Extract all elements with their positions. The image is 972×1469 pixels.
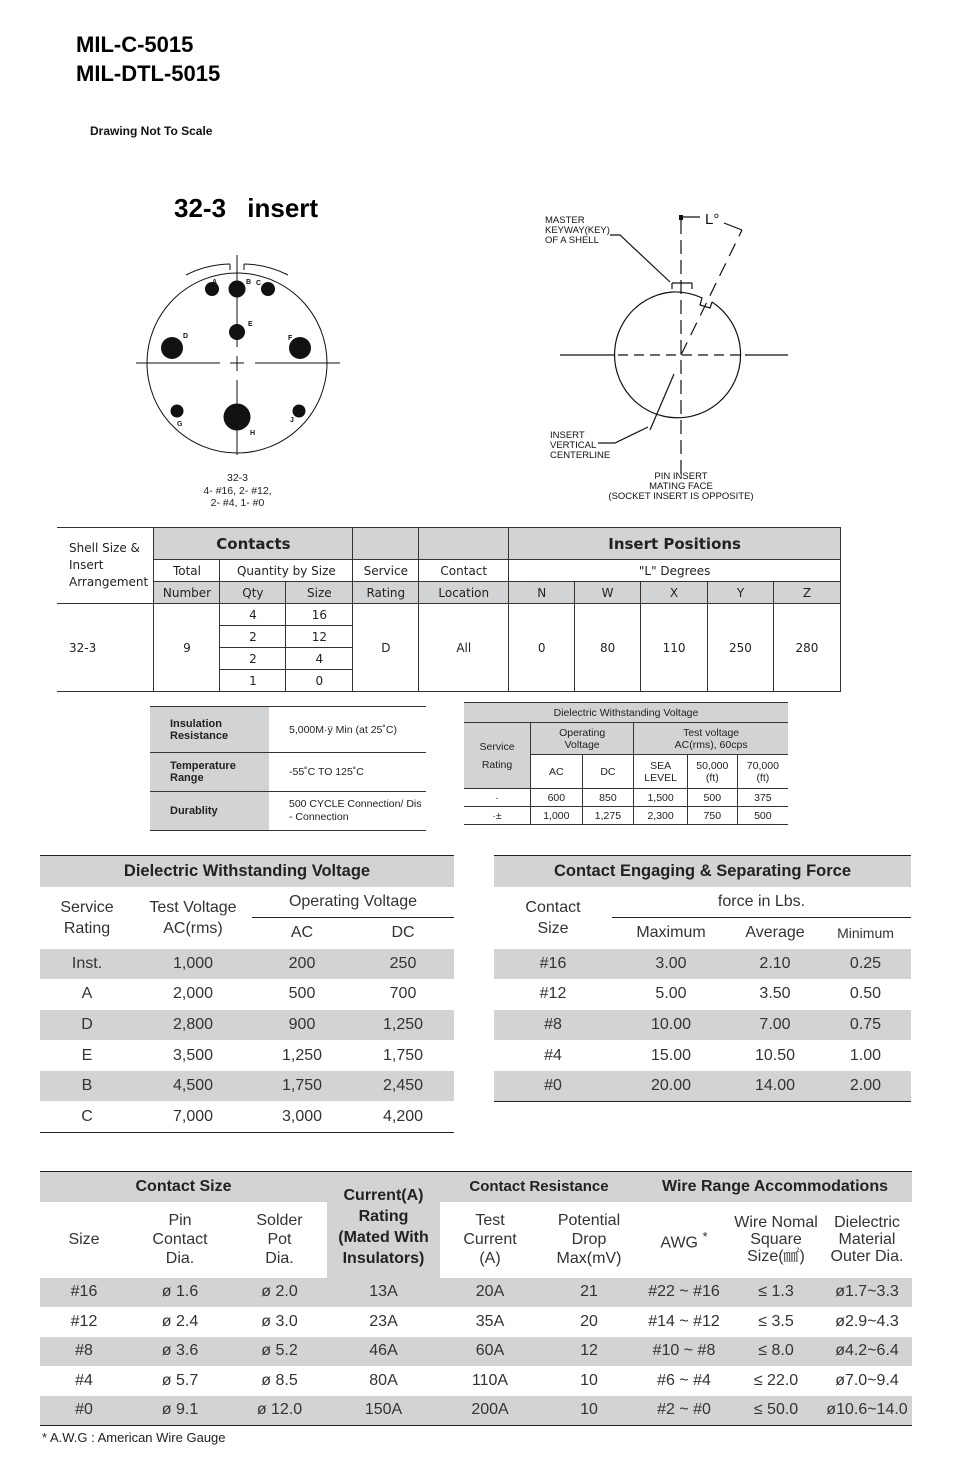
contact-j xyxy=(293,405,306,418)
contact-d xyxy=(161,337,183,359)
dwv-table: Dielectric Withstanding Voltage Service Rating Test Voltage AC(rms) Operating Voltage AC DC Inst. 1,000 200 250 A 2,000 500 700 D 2,800 900 1,250 E 3,500 1,250 1,750 B 4,500 1,750 2,450 C 7,000 3,000 4,200 xyxy=(40,855,454,1133)
svg-text:D: D xyxy=(183,333,189,340)
contact-specs-table: Contact Size Current(A) Rating (Mated With Insulators) Contact Resistance Wire Range Accommodations Size Pin Contact Dia. Solder Pot Dia. Test Current (A) Potential Drop Max(mV) AWG * Wire Nomal Square Size(㎟) Dielectric Material Outer Dia. #16 ø 1.6 ø 2.0 13A 20A 21 #22 ~ #16 ≤ 1.3 ø1.7~3.3 #12 ø 2.4 ø 3.0 23A 35A 20 #14 ~ #12 ≤ 3.5 ø2.9~4.3 #8 ø 3.6 ø 5.2 46A 60A 12 #10 ~ #8 ≤ 8.0 ø4.2~6.4 #4 ø 5.7 ø 8.5 80A 110A 10 #6 ~ #4 ≤ 22.0 ø7.0~9.4 #0 ø 9.1 ø 12.0 150A 200A 10 #2 ~ #0 ≤ 50.0 ø10.6~14.0 xyxy=(40,1171,912,1426)
svg-text:(SOCKET INSERT IS OPPOSITE): (SOCKET INSERT IS OPPOSITE) xyxy=(608,491,754,502)
awg-footnote: * A.W.G : American Wire Gauge xyxy=(42,1430,226,1445)
table-row: #4 15.00 10.50 1.00 xyxy=(544,1046,882,1064)
insert-face-diagram xyxy=(130,255,350,455)
table-row: #16 ø 1.6 ø 2.0 13A 20A 21 #22 ~ #16 ≤ 1.3 ø1.7~3.3 xyxy=(40,1278,912,1308)
table-row: D 2,800 900 1,250 xyxy=(40,1010,454,1041)
table-row: Inst. 1,000 200 250 xyxy=(40,949,454,980)
svg-text:MASTER: MASTER xyxy=(545,215,585,226)
svg-text:F: F xyxy=(288,335,293,342)
table-row: · 600 850 1,500 500 375 xyxy=(464,789,788,807)
svg-text:PIN INSERT: PIN INSERT xyxy=(654,471,708,482)
force-table: Contact Engaging & Separating Force Contact Size force in Lbs. Maximum Average Minimum #16 3.00 2.10 0.25 #12 5.00 3.50 0.50 #8 10.00 7.00 0.75 #4 15.00 10.50 1.00 #0 20.00 14.00 2.00 xyxy=(494,855,911,1102)
svg-text:G: G xyxy=(177,421,183,428)
table-row: C 7,000 3,000 4,200 xyxy=(40,1101,454,1132)
dwv-title: Dielectric Withstanding Voltage xyxy=(40,856,454,887)
table-row: #4 ø 5.7 ø 8.5 80A 110A 10 #6 ~ #4 ≤ 22.0 ø7.0~9.4 xyxy=(75,1372,899,1390)
orientation-diagram xyxy=(540,205,800,505)
insert-positions-header: Insert Positions xyxy=(509,528,841,560)
doc-title-2: MIL-DTL-5015 xyxy=(76,61,221,86)
contact-f xyxy=(289,337,311,359)
svg-text:A: A xyxy=(212,279,218,286)
contact-h xyxy=(224,404,251,431)
svg-text:OF A SHELL: OF A SHELL xyxy=(545,235,599,246)
table-row: #12 5.00 3.50 0.50 xyxy=(539,985,882,1003)
properties-table xyxy=(150,706,426,831)
table-row: 32-3 9 4 16 D All 0 80 110 250 280 xyxy=(57,604,841,626)
table-row: A 2,000 500 700 xyxy=(81,985,417,1003)
table-row: Durablity 500 CYCLE Connection/ Dis - Connection xyxy=(150,792,426,831)
svg-text:J: J xyxy=(290,417,294,424)
table-row: #0 20.00 14.00 2.00 xyxy=(494,1071,911,1102)
table-row: #8 10.00 7.00 0.75 xyxy=(494,1010,911,1041)
table-row: ·± 1,000 1,275 2,300 750 500 xyxy=(464,807,788,825)
svg-text:INSERT: INSERT xyxy=(550,430,585,441)
svg-text:H: H xyxy=(250,430,256,437)
contact-c xyxy=(261,282,275,296)
svg-text:C: C xyxy=(256,280,262,287)
contacts-group-header: Contacts xyxy=(154,528,353,560)
col-shell-header: Shell Size & Insert Arrangement xyxy=(57,528,154,604)
contact-g xyxy=(171,405,184,418)
table-row: Insulation Resistance 5,000M·ÿ Min (at 25˚C) xyxy=(150,707,426,753)
svg-text:E: E xyxy=(248,321,253,328)
dwv-small-table: Dielectric Withstanding Voltage Service Rating Operating Voltage Test voltage AC(rms), 60cps AC DC SEA LEVEL 50,000 (ft) 70,000 (ft) · 600 850 1,500 500 375 ·± 1,000 1,275 2,300 750 500 xyxy=(464,702,788,825)
table-row: #8 ø 3.6 ø 5.2 46A 60A 12 #10 ~ #8 ≤ 8.0 ø4.2~6.4 xyxy=(40,1337,912,1367)
svg-text:CENTERLINE: CENTERLINE xyxy=(550,450,611,461)
table-row: E 3,500 1,250 1,750 xyxy=(81,1046,424,1064)
doc-title-1: MIL-C-5015 xyxy=(76,32,194,57)
table-row: B 4,500 1,750 2,450 xyxy=(40,1071,454,1102)
dwv-small-title: Dielectric Withstanding Voltage xyxy=(464,703,788,723)
svg-text:MATING FACE: MATING FACE xyxy=(649,481,713,492)
arrangement-table: Shell Size & Insert Arrangement Contacts Insert Positions Total Quantity by Size Service Contact "L" Degrees Number Qty Size Rating Location N W X Y Z 32-3 9 4 16 D All 0 80 110 250 280 2 12 2 4 1 0 xyxy=(57,527,841,692)
svg-text:B: B xyxy=(246,279,252,286)
force-title: Contact Engaging & Separating Force xyxy=(494,856,911,887)
current-rating-header: Current(A) Rating (Mated With Insulators) xyxy=(327,1172,440,1278)
scale-note: Drawing Not To Scale xyxy=(90,124,213,138)
table-row: Temperature Range -55˚C TO 125˚C xyxy=(150,753,426,792)
svg-text:KEYWAY(KEY): KEYWAY(KEY) xyxy=(545,225,610,236)
svg-text:VERTICAL: VERTICAL xyxy=(550,440,597,451)
insert-title: 32-3 insert xyxy=(174,193,319,223)
contact-b xyxy=(229,281,246,298)
contact-e xyxy=(229,324,245,340)
insert-caption: 32-3 4- #16, 2- #12, 2- #4, 1- #0 xyxy=(203,472,272,509)
table-row: #12 ø 2.4 ø 3.0 23A 35A 20 #14 ~ #12 ≤ 3.5 ø2.9~4.3 xyxy=(70,1312,899,1330)
table-row: #0 ø 9.1 ø 12.0 150A 200A 10 #2 ~ #0 ≤ 50.0 ø10.6~14.0 xyxy=(40,1396,912,1426)
table-row: #16 3.00 2.10 0.25 xyxy=(494,949,911,980)
svg-text:L°: L° xyxy=(705,211,720,228)
